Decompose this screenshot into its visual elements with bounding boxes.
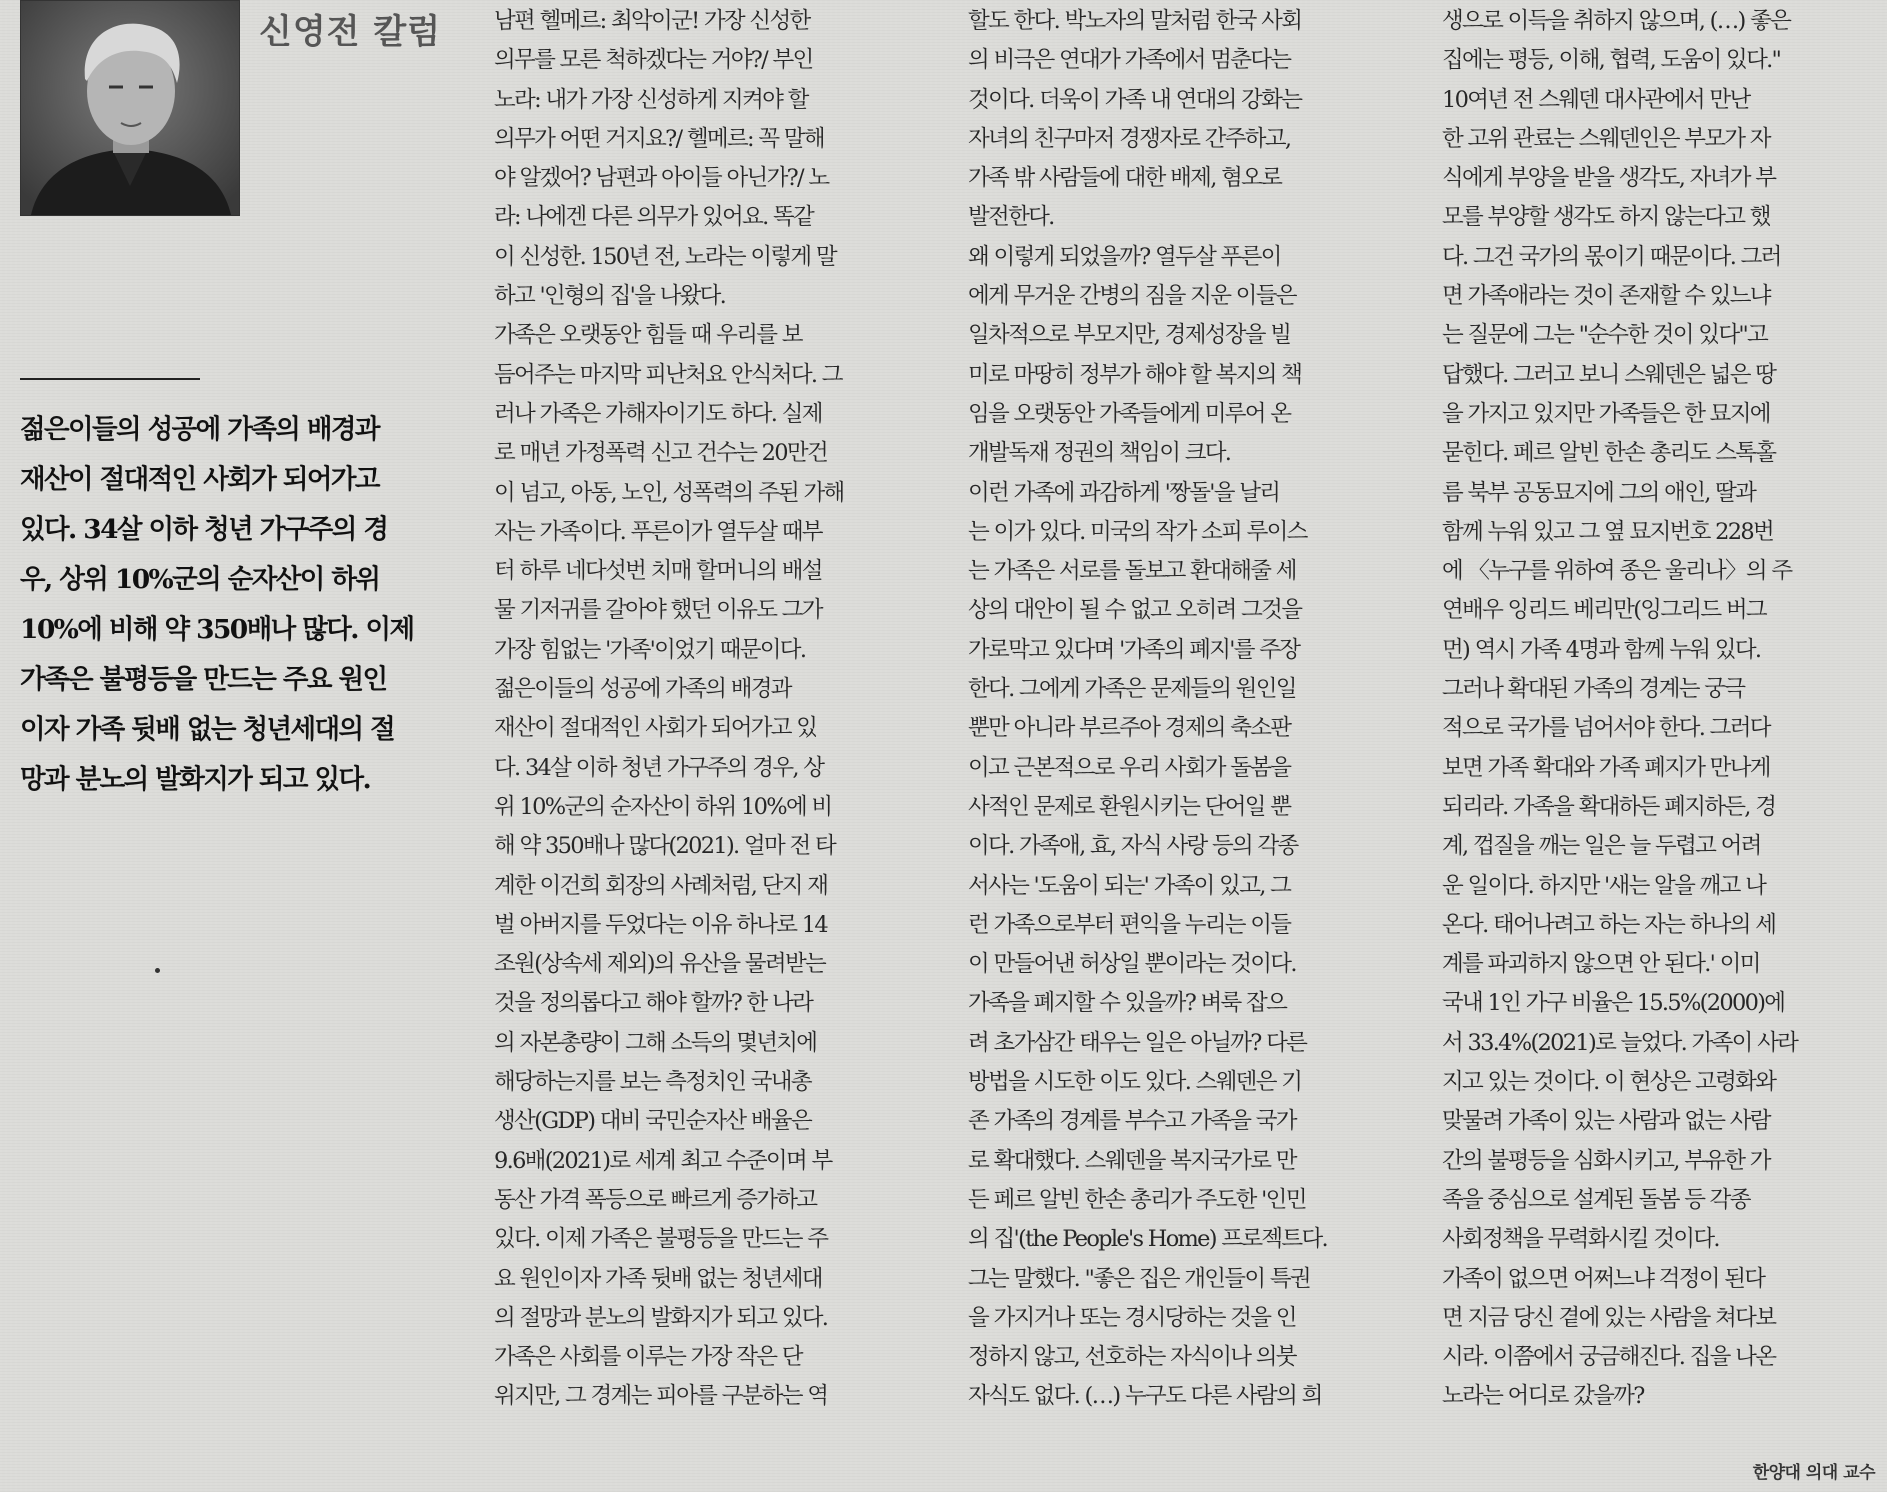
body-text-line: 이고 근본적으로 우리 사회가 돌봄을: [968, 754, 1291, 781]
body-text-line: 의 자본총량이 그해 소득의 몇년치에: [494, 1029, 817, 1056]
body-text-line: 의 비극은 연대가 가족에서 멈춘다는: [968, 47, 1291, 74]
body-text-line: 먼) 역시 가족 4명과 함께 누워 있다.: [1442, 636, 1761, 663]
body-text-line: 가족 밖 사람들에 대한 배제, 혐오로: [968, 165, 1282, 192]
body-text-line: 그는 말했다. "좋은 집은 개인들이 특권: [968, 1265, 1310, 1292]
body-text-line: 한 고위 관료는 스웨덴인은 부모가 자: [1442, 125, 1770, 152]
summary-line: 있다. 34살 이하 청년 가구주의 경: [20, 514, 388, 545]
body-text-line: 사회정책을 무력화시킬 것이다.: [1442, 1226, 1719, 1253]
body-text-line: 의무가 어떤 거지요?/ 헬메르: 꼭 말해: [494, 125, 824, 152]
body-text-line: 이런 가족에 과감하게 '짱돌'을 날리: [968, 479, 1280, 506]
body-text-line: 한다. 그에게 가족은 문제들의 원인일: [968, 676, 1296, 703]
body-text-line: 존 가족의 경계를 부수고 가족을 국가: [968, 1108, 1296, 1135]
body-text-line: 로 매년 가정폭력 신고 건수는 20만건: [494, 440, 827, 467]
body-text-line: 라: 나에겐 다른 의무가 있어요. 똑같: [494, 204, 814, 231]
body-text-line: 계, 껍질을 깨는 일은 늘 두렵고 어려: [1442, 833, 1761, 860]
body-text-line: 미로 마땅히 정부가 해야 할 복지의 책: [968, 361, 1302, 388]
body-text-line: 런 가족으로부터 편익을 누리는 이들: [968, 911, 1291, 938]
body-text-line: 의무를 모른 척하겠다는 거야?/ 부인: [494, 47, 813, 74]
body-text-line: 국내 1인 가구 비율은 15.5%(2000)에: [1442, 990, 1785, 1017]
body-text-line: 야 알겠어? 남편과 아이들 아닌가?/ 노: [494, 165, 829, 192]
body-text-line: 터 하루 네다섯번 치매 할머니의 배설: [494, 558, 822, 585]
divider: [20, 378, 200, 380]
body-text-line: 지고 있는 것이다. 이 현상은 고령화와: [1442, 1069, 1776, 1096]
body-text-line: 이다. 가족애, 효, 자식 사랑 등의 각종: [968, 833, 1298, 860]
summary-line: 가족은 불평등을 만드는 주요 원인: [20, 664, 387, 695]
body-text-line: 집에는 평등, 이해, 협력, 도움이 있다.": [1442, 47, 1781, 74]
body-text-line: 을 가지고 있지만 가족들은 한 묘지에: [1442, 400, 1770, 427]
column-byline: 신영전 칼럼: [258, 12, 442, 52]
article-column-3: [1442, 2, 1884, 1417]
body-text-line: 해당하는지를 보는 측정치인 국내총: [494, 1069, 811, 1096]
body-text-line: 려 초가삼간 태우는 일은 아닐까? 다른: [968, 1029, 1307, 1056]
body-text-line: 이 신성한. 150년 전, 노라는 이렇게 말: [494, 243, 836, 270]
body-text-line: 그러나 확대된 가족의 경계는 궁극: [1442, 676, 1745, 703]
author-portrait-icon: [21, 1, 239, 215]
body-text-line: 노라: 내가 가장 신성하게 지켜야 할: [494, 86, 808, 113]
summary-line: 재산이 절대적인 사회가 되어가고: [20, 464, 379, 495]
body-text-line: 시라. 이쯤에서 궁금해진다. 집을 나온: [1442, 1344, 1776, 1371]
body-text-line: 이 넘고, 아동, 노인, 성폭력의 주된 가해: [494, 479, 844, 506]
bullet-dot: [155, 968, 160, 973]
body-text-line: 가장 힘없는 '가족'이었기 때문이다.: [494, 636, 806, 663]
body-text-line: 위 10%군의 순자산이 하위 10%에 비: [494, 793, 832, 820]
body-text-line: 것을 정의롭다고 해야 할까? 한 나라: [494, 990, 813, 1017]
body-text-line: 뿐만 아니라 부르주아 경제의 축소판: [968, 715, 1291, 742]
body-text-line: 가족은 사회를 이루는 가장 작은 단: [494, 1344, 802, 1371]
body-text-line: 정하지 않고, 선호하는 자식이나 의붓: [968, 1344, 1296, 1371]
body-text-line: 사적인 문제로 환원시키는 단어일 뿐: [968, 793, 1291, 820]
author-photo: [20, 0, 240, 216]
body-text-line: 임을 오랫동안 가족들에게 미루어 온: [968, 400, 1291, 427]
body-text-line: 가족은 오랫동안 힘들 때 우리를 보: [494, 322, 802, 349]
body-text-line: 생으로 이득을 취하지 않으며, (…) 좋은: [1442, 8, 1791, 34]
body-text-line: 의 집'(the People's Home) 프로젝트다.: [968, 1226, 1327, 1253]
body-text-line: 듬어주는 마지막 피난처요 안식처다. 그: [494, 361, 842, 388]
body-text-line: 생산(GDP) 대비 국민순자산 배율은: [494, 1108, 811, 1135]
body-text-line: 에 〈누구를 위하여 종은 울리나〉의 주: [1442, 558, 1792, 585]
body-text-line: 동산 가격 폭등으로 빠르게 증가하고: [494, 1186, 817, 1213]
body-text-line: 운 일이다. 하지만 '새는 알을 깨고 나: [1442, 872, 1766, 899]
article-column-1: [494, 2, 936, 1417]
body-text-line: 에게 무거운 간병의 짐을 지운 이들은: [968, 283, 1296, 310]
body-text-line: 있다. 이제 가족은 불평등을 만드는 주: [494, 1226, 828, 1253]
body-text-line: 자는 가족이다. 푸른이가 열두살 때부: [494, 518, 822, 545]
body-text-line: 로 확대했다. 스웨덴을 복지국가로 만: [968, 1147, 1296, 1174]
summary-line: 망과 분노의 발화지가 되고 있다.: [20, 764, 371, 795]
body-text-line: 가족이 없으면 어쩌느냐 걱정이 된다: [1442, 1265, 1765, 1292]
body-text-line: 는 이가 있다. 미국의 작가 소피 루이스: [968, 518, 1307, 545]
body-text-line: 름 북부 공동묘지에 그의 애인, 딸과: [1442, 479, 1756, 506]
body-text-line: 묻힌다. 페르 알빈 한손 총리도 스톡홀: [1442, 440, 1776, 467]
author-affiliation: 한양대 의대 교수: [1752, 1463, 1875, 1483]
body-text-line: 벌 아버지를 두었다는 이유 하나로 14: [494, 911, 827, 938]
body-text-line: 족을 중심으로 설계된 돌봄 등 각종: [1442, 1186, 1750, 1213]
body-text-line: 이 만들어낸 허상일 뿐이라는 것이다.: [968, 951, 1296, 978]
body-text-line: 가로막고 있다며 '가족의 폐지'를 주장: [968, 636, 1300, 663]
body-text-line: 간의 불평등을 심화시키고, 부유한 가: [1442, 1147, 1770, 1174]
summary-line: 젊은이들의 성공에 가족의 배경과: [20, 414, 379, 445]
body-text-line: 위지만, 그 경계는 피아를 구분하는 역: [494, 1383, 828, 1410]
body-text-line: 러나 가족은 가해자이기도 하다. 실제: [494, 400, 822, 427]
body-text-line: 할도 한다. 박노자의 말처럼 한국 사회: [968, 8, 1302, 34]
body-text-line: 함께 누워 있고 그 옆 묘지번호 228번: [1442, 518, 1774, 545]
body-text-line: 맞물려 가족이 있는 사람과 없는 사람: [1442, 1108, 1770, 1135]
body-text-line: 요 원인이자 가족 뒷배 없는 청년세대: [494, 1265, 822, 1292]
body-text-line: 자식도 없다. (…) 누구도 다른 사람의 희: [968, 1383, 1322, 1410]
body-text-line: 해 약 350배나 많다(2021). 얼마 전 타: [494, 833, 835, 860]
body-text-line: 계한 이건희 회장의 사례처럼, 단지 재: [494, 872, 828, 899]
body-text-line: 9.6배(2021)로 세계 최고 수준이며 부: [494, 1147, 832, 1174]
body-text-line: 식에게 부양을 받을 생각도, 자녀가 부: [1442, 165, 1776, 192]
body-text-line: 서사는 '도움이 되는' 가족이 있고, 그: [968, 872, 1291, 899]
body-text-line: 적으로 국가를 넘어서야 한다. 그러다: [1442, 715, 1770, 742]
body-text-line: 의 절망과 분노의 발화지가 되고 있다.: [494, 1304, 828, 1331]
body-text-line: 재산이 절대적인 사회가 되어가고 있: [494, 715, 817, 742]
body-text-line: 면 가족애라는 것이 존재할 수 있느냐: [1442, 283, 1770, 310]
body-text-line: 모를 부양할 생각도 하지 않는다고 했: [1442, 204, 1770, 231]
body-text-line: 상의 대안이 될 수 없고 오히려 그것을: [968, 597, 1302, 624]
article-summary: [20, 405, 460, 805]
body-text-line: 남편 헬메르: 최악이군! 가장 신성한: [494, 8, 810, 34]
body-text-line: 하고 '인형의 집'을 나왔다.: [494, 283, 726, 310]
body-text-line: 것이다. 더욱이 가족 내 연대의 강화는: [968, 86, 1302, 113]
body-text-line: 물 기저귀를 갈아야 했던 이유도 그가: [494, 597, 822, 624]
body-text-line: 발전한다.: [968, 204, 1054, 231]
body-text-line: 방법을 시도한 이도 있다. 스웨덴은 기: [968, 1069, 1302, 1096]
body-text-line: 10여년 전 스웨덴 대사관에서 만난: [1442, 86, 1750, 113]
body-text-line: 을 가지거나 또는 경시당하는 것을 인: [968, 1304, 1296, 1331]
summary-line: 10%에 비해 약 350배나 많다. 이제: [20, 614, 414, 645]
body-text-line: 든 페르 알빈 한손 총리가 주도한 '인민: [968, 1186, 1306, 1213]
body-text-line: 면 지금 당신 곁에 있는 사람을 쳐다보: [1442, 1304, 1776, 1331]
summary-line: 이자 가족 뒷배 없는 청년세대의 절: [20, 714, 395, 745]
body-text-line: 자녀의 친구마저 경쟁자로 간주하고,: [968, 125, 1291, 152]
body-text-line: 답했다. 그러고 보니 스웨덴은 넓은 땅: [1442, 361, 1776, 388]
body-text-line: 가족을 폐지할 수 있을까? 벼룩 잡으: [968, 990, 1287, 1017]
body-text-line: 되리라. 가족을 확대하든 폐지하든, 경: [1442, 793, 1776, 820]
summary-line: 우, 상위 10%군의 순자산이 하위: [20, 564, 380, 595]
body-text-line: 계를 파괴하지 않으면 안 된다.' 이미: [1442, 951, 1760, 978]
body-text-line: 개발독재 정권의 책임이 크다.: [968, 440, 1231, 467]
body-text-line: 왜 이렇게 되었을까? 열두살 푸른이: [968, 243, 1281, 270]
body-text-line: 조원(상속세 제외)의 유산을 물려받는: [494, 951, 826, 978]
body-text-line: 젊은이들의 성공에 가족의 배경과: [494, 676, 791, 703]
body-text-line: 온다. 태어나려고 하는 자는 하나의 세: [1442, 911, 1776, 938]
body-text-line: 다. 34살 이하 청년 가구주의 경우, 상: [494, 754, 824, 781]
body-text-line: 노라는 어디로 갔을까?: [1442, 1383, 1644, 1410]
body-text-line: 다. 그건 국가의 몫이기 때문이다. 그러: [1442, 243, 1781, 270]
body-text-line: 는 가족은 서로를 돌보고 환대해줄 세: [968, 558, 1296, 585]
body-text-line: 는 질문에 그는 "순수한 것이 있다"고: [1442, 322, 1768, 349]
article-column-2: [968, 2, 1410, 1417]
body-text-line: 일차적으로 부모지만, 경제성장을 빌: [968, 322, 1291, 349]
body-text-line: 보면 가족 확대와 가족 폐지가 만나게: [1442, 754, 1770, 781]
body-text-line: 연배우 잉리드 베리만(잉그리드 버그: [1442, 597, 1766, 624]
body-text-line: 서 33.4%(2021)로 늘었다. 가족이 사라: [1442, 1029, 1798, 1056]
